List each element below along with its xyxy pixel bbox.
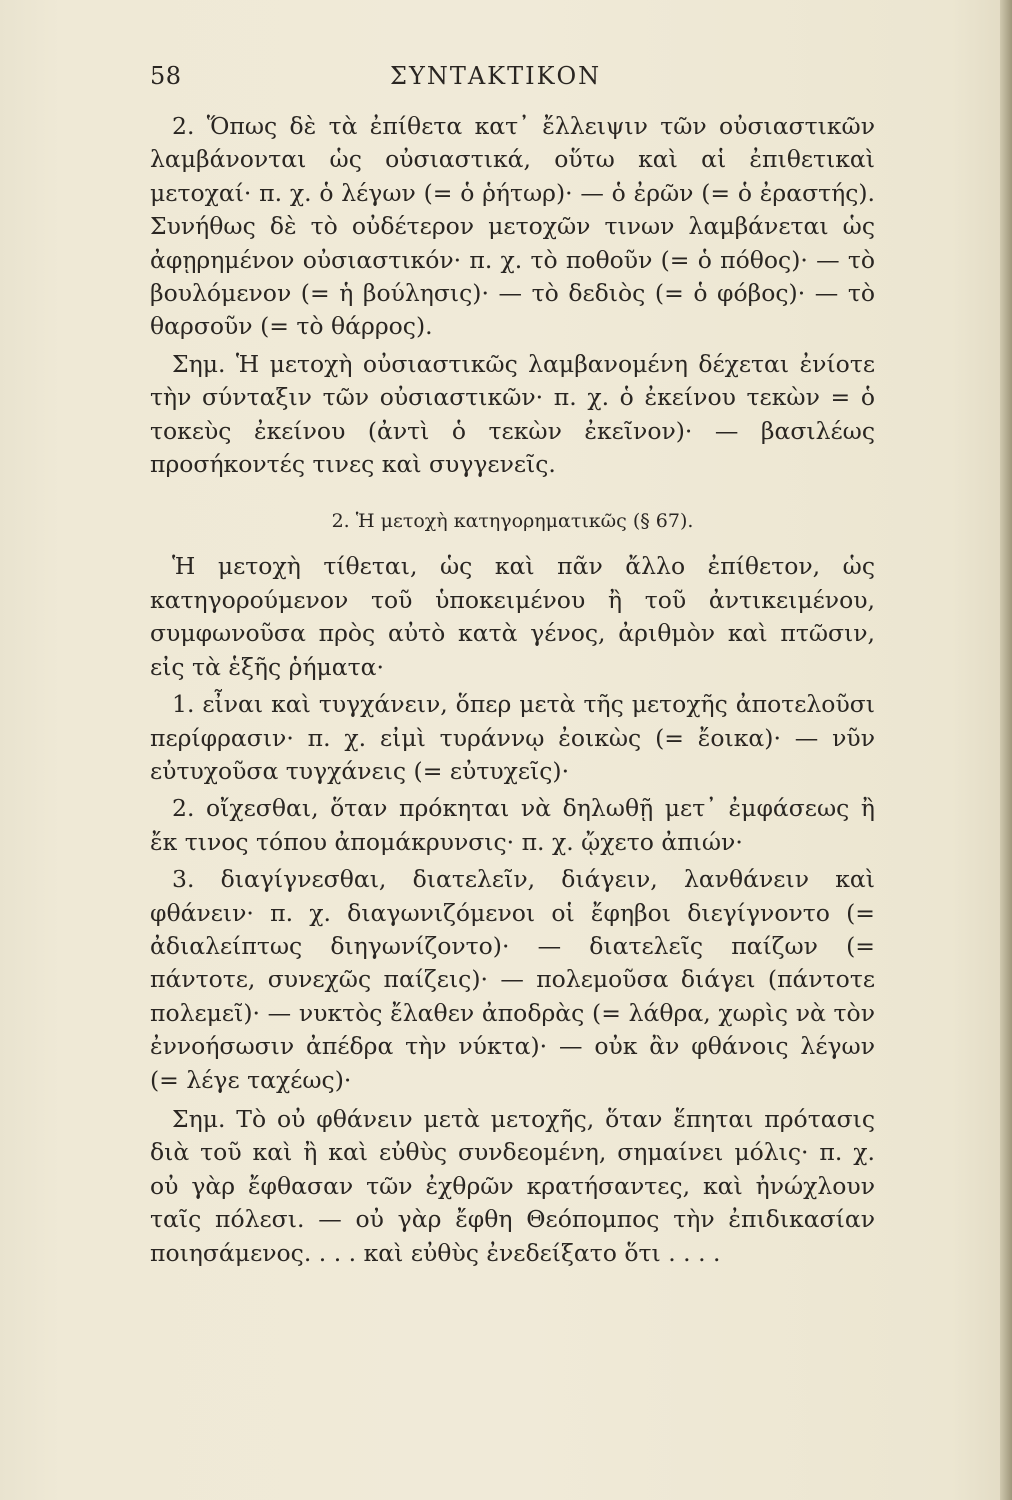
paragraph-predicative-participle: Ἡ μετοχὴ τίθεται, ὡς καὶ πᾶν ἄλλο ἐπίθετον, ὡς κατηγορούμενον τοῦ ὑποκειμένου ἢ τοῦ ἀντικειμένου, συμφωνοῦσα πρὸς αὐτὸ κατὰ γένος, ἀριθμὸν καὶ πτῶσιν, εἰς τὰ ἑξῆς ῥήματα· xyxy=(150,552,875,681)
paragraph-substantival-participles: 2. Ὅπως δὲ τὰ ἐπίθετα κατ᾽ ἔλλειψιν τῶν οὐσιαστικῶν λαμβάνονται ὡς οὐσιαστικά, οὕτω καὶ αἱ ἐπιθετικαὶ μετοχαί· π. χ. ὁ λέγων (= ὁ ῥήτωρ)· — ὁ ἐρῶν (= ὁ ἐραστής). Συνήθως δὲ τὸ οὐδέτερον μετοχῶν τινων λαμβάνεται ὡς ἀφῃρημένον οὐσιαστικόν· π. χ. τὸ ποθοῦν (= ὁ πόθος)· — τὸ βουλόμενον (= ἡ βούλησις)· — τὸ δεδιὸς (= ὁ φόβος)· — τὸ θαρσοῦν (= τὸ θάρρος). xyxy=(150,112,875,341)
note-ou-phthanein: Σημ. Τὸ οὐ φθάνειν μετὰ μετοχῆς, ὅταν ἕπηται πρότασις διὰ τοῦ καὶ ἢ καὶ εὐθὺς συνδεομένη, σημαίνει μόλις· π. χ. οὐ γὰρ ἔφθασαν τῶν ἐχθρῶν κρατήσαντες, καὶ ἠνώχλουν ταῖς πόλεσι. — οὐ γὰρ ἔφθη Θεόπομπος τὴν ἐπιδικασίαν ποιησάμενος. . . . καὶ εὐθὺς ἐνεδείξατο ὅτι . . . . xyxy=(150,1104,875,1267)
note-participle-syntax: Σημ. Ἡ μετοχὴ οὐσιαστικῶς λαμβανομένη δέχεται ἐνίοτε τὴν σύνταξιν τῶν οὐσιαστικῶν· π. χ. ὁ ἐκείνου τεκὼν = ὁ τοκεὺς ἐκείνου (ἀντὶ ὁ τεκὼν ἐκεῖνον)· — βασιλέως προσήκοντές τινες καὶ συγγενεῖς. xyxy=(150,349,875,479)
section-heading: 2. Ἡ μετοχὴ κατηγορηματικῶς (§ 67). xyxy=(331,510,694,533)
page-header xyxy=(150,62,875,96)
list-item-1: 1. εἶναι καὶ τυγχάνειν, ὅπερ μετὰ τῆς μετοχῆς ἀποτελοῦσι περίφρασιν· π. χ. εἰμὶ τυράννῳ ἐοικὼς (= ἔοικα)· — νῦν εὐτυχοῦσα τυγχάνεις (= εὐτυχεῖς)· xyxy=(150,690,875,785)
list-item-2: 2. οἴχεσθαι, ὅταν πρόκηται νὰ δηλωθῇ μετ᾽ ἐμφάσεως ἢ ἔκ τινος τόπου ἀπομάκρυνσις· π. χ. ᾤχετο ἀπιών· xyxy=(150,794,875,856)
page-edge xyxy=(1000,0,1012,1500)
list-item-3: 3. διαγίγνεσθαι, διατελεῖν, διάγειν, λανθάνειν καὶ φθάνειν· π. χ. διαγωνιζόμενοι οἱ ἔφηβοι διεγίγνοντο (= ἀδιαλείπτως διηγωνίζοντο)· — διατελεῖς παίζων (= πάντοτε, συνεχῶς παίζεις)· — πολεμοῦσα διάγει (πάντοτε πολεμεῖ)· — νυκτὸς ἔλαθεν ἀποδρὰς (= λάθρα, χωρὶς νὰ τὸν ἐννοήσωσιν ἀπέδρα τὴν νύκτα)· — οὐκ ἂν φθάνοις λέγων (= λέγε ταχέως)· xyxy=(150,865,875,1094)
running-title: ΣΥΝΤΑΚΤΙΚΟΝ xyxy=(390,62,602,90)
page-body xyxy=(150,110,875,1270)
page-number: 58 xyxy=(150,62,182,90)
